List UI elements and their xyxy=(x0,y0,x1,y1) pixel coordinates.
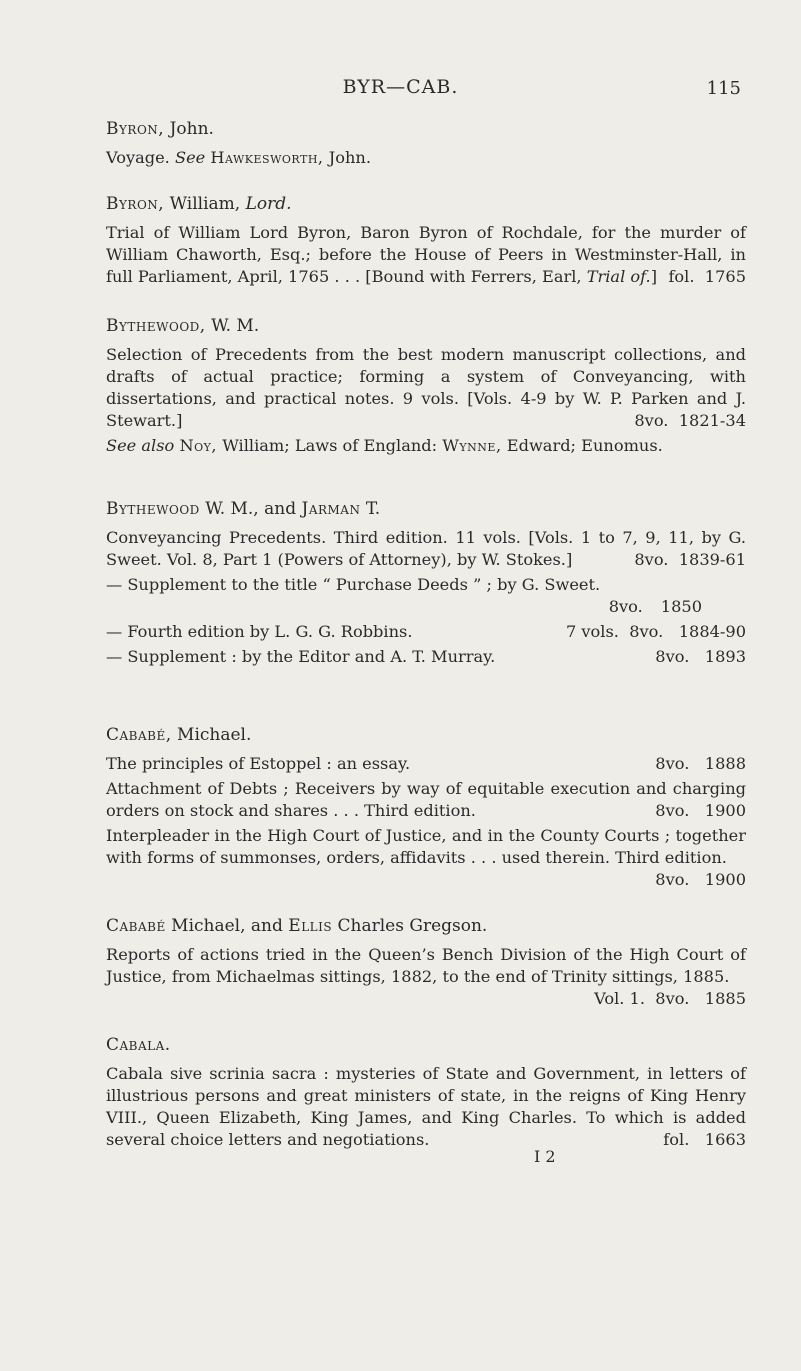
cross-reference-name: Wynne, xyxy=(442,436,502,455)
item-imprint xyxy=(594,988,746,1010)
running-head: BYR—CAB. xyxy=(342,76,459,98)
coauthor-forename: Charles Gregson. xyxy=(337,916,488,936)
author-surname: Byron, xyxy=(106,194,165,214)
item-date: 1900 xyxy=(704,801,746,820)
author-forename: William, xyxy=(169,194,241,214)
entry-item xyxy=(106,944,746,1008)
item-italic-title: Trial of. xyxy=(586,267,651,286)
item-date: 1884-90 xyxy=(678,622,746,641)
author-surname: Cababé, xyxy=(106,725,172,745)
author-surname: Cababé xyxy=(106,916,166,936)
entry-item xyxy=(106,621,746,643)
item-bracket: ] xyxy=(650,267,658,286)
entry-heading xyxy=(106,1033,746,1057)
entry-item xyxy=(106,753,746,775)
catalogue-entry xyxy=(106,117,746,169)
item-text: Voyage. xyxy=(106,148,175,167)
author-surname: Byron, xyxy=(106,119,165,139)
entry-item xyxy=(106,825,746,889)
item-date: 1839-61 xyxy=(678,550,746,569)
item-date: 1893 xyxy=(704,647,746,666)
item-text: — Supplement : by the Editor and A. T. Murray. xyxy=(106,647,496,666)
item-text: Interpleader in the High Court of Justice, and in the County Courts ; together with forms of summonses, orders, affidavits . . . used therein. Third edition. xyxy=(106,826,746,867)
item-imprint xyxy=(634,549,746,571)
page-header xyxy=(0,76,801,104)
item-date: 1663 xyxy=(704,1130,746,1149)
item-text: — Fourth edition by L. G. G. Robbins. xyxy=(106,622,413,641)
item-format: 8vo. xyxy=(634,411,669,430)
author-surname: Bythewood xyxy=(106,499,200,519)
item-format: 8vo. xyxy=(634,550,669,569)
entry-item xyxy=(106,222,746,288)
item-text: Reports of actions tried in the Queen’s Bench Division of the High Court of Justice, from Michaelmas sittings, 1882, to the end of Trinity sittings, 1885. xyxy=(106,945,746,986)
coauthor-surname: Jarman xyxy=(301,499,361,519)
catalogue-entry xyxy=(106,314,746,457)
item-imprint xyxy=(668,266,746,288)
item-text: Attachment of Debts ; Receivers by way of equitable execution and charging orders on stock and shares . . . Third edition. xyxy=(106,779,746,820)
author-forename: Michael, and xyxy=(171,916,283,936)
catalogue-entry xyxy=(106,1033,746,1154)
item-text: The principles of Estoppel : an essay. xyxy=(106,754,411,773)
author-forename: W. M., and xyxy=(205,499,297,519)
item-date: 1765 xyxy=(704,267,746,286)
item-text: William; Laws of England: xyxy=(222,436,438,455)
item-format: 8vo. xyxy=(629,622,664,641)
author-surname: Cabala. xyxy=(106,1035,171,1055)
item-text: Cabala sive scrinia sacra : mysteries of State and Government, in letters of illustrious persons and great ministers of state, in the reigns of King Henry VIII., Queen Elizabeth, King James, and King Charles. To which is added several choice letters and negotiations. xyxy=(106,1064,746,1149)
item-format: 8vo. xyxy=(655,989,690,1008)
author-forename: Michael. xyxy=(177,725,252,745)
entry-heading xyxy=(106,117,746,141)
see-reference: See xyxy=(174,148,206,167)
entry-heading xyxy=(106,914,746,938)
item-format: 8vo. xyxy=(655,754,690,773)
catalogue-entry xyxy=(106,497,746,671)
author-title: Lord. xyxy=(245,194,292,214)
entry-item xyxy=(106,1063,746,1151)
see-also-label: See also xyxy=(106,436,175,455)
cross-reference-forename: John. xyxy=(323,148,371,167)
entry-item xyxy=(106,527,746,571)
entry-heading xyxy=(106,192,746,216)
see-also-item xyxy=(106,435,746,457)
item-volumes: 7 vols. xyxy=(565,622,619,641)
entry-heading xyxy=(106,723,746,747)
item-format: fol. xyxy=(668,267,695,286)
author-surname: Bythewood, xyxy=(106,316,206,336)
item-format: 8vo. xyxy=(655,870,690,889)
item-format: 8vo. xyxy=(655,647,690,666)
catalogue-entry xyxy=(106,723,746,891)
item-text: Conveyancing Precedents. Third edition. 11 vols. [Vols. 1 to 7, 9, 11, by G. Sweet. Vol. 8, Part 1 (Powers of Attorney), by W. Stokes.] xyxy=(106,528,746,569)
cross-reference-name: Noy, xyxy=(179,436,218,455)
item-date: 1821-34 xyxy=(678,411,746,430)
item-text: Selection of Precedents from the best modern manuscript collections, and drafts of actual practice; forming a system of Conveyancing, with dissertations, and practical notes. 9 vols. [Vols. 4-9 by W. P. Parken and J. Stewart.] xyxy=(106,345,746,430)
item-date: 1888 xyxy=(704,754,746,773)
entry-item xyxy=(106,646,746,668)
item-format: 8vo. xyxy=(608,597,643,616)
item-imprint xyxy=(634,410,746,432)
catalogue-body xyxy=(106,117,746,1196)
item-text: Trial of William Lord Byron, Baron Byron of Rochdale, for the murder of William Chaworth, Esq.; before the House of Peers in Westminster-Hall, in full Parliament, April, 1765 . . . [Bound with Ferrers, Earl, xyxy=(106,223,746,286)
entry-item xyxy=(106,574,746,596)
item-date: 1850 xyxy=(660,597,702,616)
coauthor-forename: T. xyxy=(365,499,381,519)
cross-reference-name: Hawkesworth, xyxy=(210,148,324,167)
item-text: Edward; Eunomus. xyxy=(506,436,663,455)
entry-item xyxy=(106,778,746,822)
item-volumes: Vol. 1. xyxy=(594,989,645,1008)
coauthor-surname: Ellis xyxy=(288,916,333,936)
author-forename: W. M. xyxy=(211,316,260,336)
item-imprint xyxy=(655,753,746,775)
item-text: — Supplement to the title “ Purchase Deeds ” ; by G. Sweet. xyxy=(106,575,601,594)
catalogue-entry xyxy=(106,192,746,291)
item-format: fol. xyxy=(663,1130,690,1149)
author-forename: John. xyxy=(169,119,214,139)
item-imprint xyxy=(655,869,746,891)
item-imprint xyxy=(566,621,746,643)
item-date: 1885 xyxy=(704,989,746,1008)
item-format: 8vo. xyxy=(655,801,690,820)
item-imprint xyxy=(655,800,746,822)
item-date: 1900 xyxy=(704,870,746,889)
page-number: 115 xyxy=(706,78,741,99)
entry-item xyxy=(106,147,746,169)
item-imprint xyxy=(655,646,746,668)
entry-item xyxy=(106,344,746,432)
entry-heading xyxy=(106,314,746,338)
catalogue-entry xyxy=(106,914,746,1010)
entry-heading xyxy=(106,497,746,521)
item-imprint xyxy=(106,596,702,618)
signature-mark: I 2 xyxy=(534,1147,556,1166)
